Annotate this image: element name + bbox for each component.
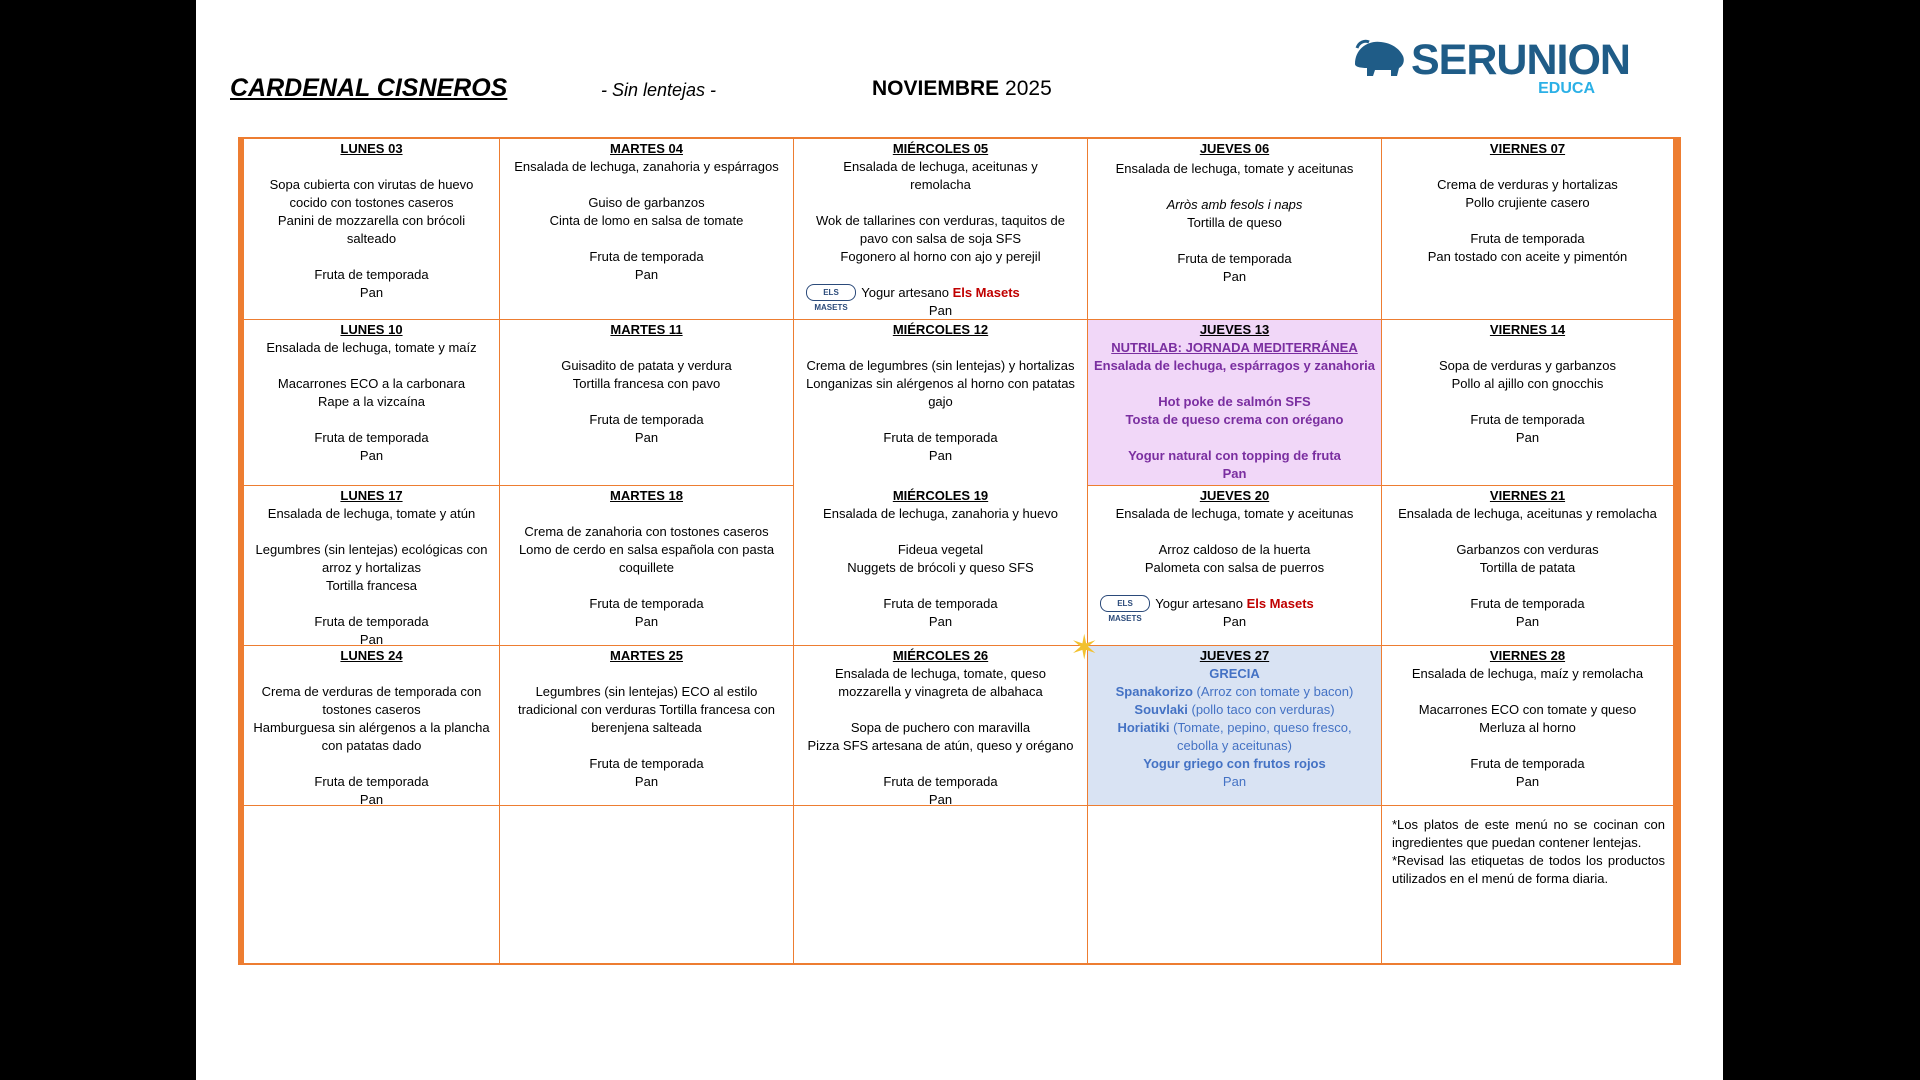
- day-label: JUEVES 06: [1199, 141, 1270, 156]
- menu-line: Spanakorizo (Arroz con tomate y bacon): [1115, 684, 1354, 699]
- menu-line: Pan: [928, 792, 953, 807]
- day-label: MIÉRCOLES 19: [892, 488, 989, 503]
- menu-line: tradicional con verduras Tortilla francesa con: [517, 702, 775, 717]
- menu-line: Pan: [1515, 774, 1540, 789]
- menu-line: Pan: [359, 448, 384, 463]
- serunion-logo: [1351, 34, 1630, 100]
- menu-line: Sopa de puchero con maravilla: [850, 720, 1031, 735]
- menu-line: remolacha: [910, 177, 971, 192]
- day-label: MARTES 11: [610, 322, 683, 337]
- day-cell-miercoles-19: [794, 486, 1088, 646]
- day-label: MARTES 18: [610, 488, 683, 503]
- menu-line: Fruta de temporada: [589, 249, 704, 264]
- menu-line: gajo: [928, 394, 953, 409]
- day-cell-jueves-06: [1088, 139, 1382, 320]
- menu-line: Tortilla de queso: [1187, 215, 1282, 230]
- menu-line: Ensalada de lechuga, tomate y maíz: [266, 340, 477, 355]
- menu-line: Ensalada de lechuga, zanahoria y huevo: [823, 506, 1058, 521]
- empty-cell: [794, 806, 1088, 963]
- menu-line: Pan: [1515, 430, 1540, 445]
- day-label: LUNES 17: [340, 488, 403, 503]
- menu-month: [872, 77, 1052, 101]
- school-title: CARDENAL CISNEROS: [230, 74, 508, 102]
- menu-line: Pizza SFS artesana de atún, queso y orégano: [807, 738, 1074, 753]
- menu-notes: [1382, 806, 1673, 963]
- menu-line: Tortilla francesa: [325, 578, 418, 593]
- menu-line: Fruta de temporada: [1470, 756, 1585, 771]
- menu-line: arroz y hortalizas: [322, 560, 421, 575]
- menu-line: Pan: [928, 303, 953, 318]
- menu-line: Fruta de temporada: [314, 774, 429, 789]
- menu-line: Pan: [1222, 466, 1247, 481]
- menu-line: Pan: [1222, 269, 1247, 284]
- menu-line: Pan tostado con aceite y pimentón: [1427, 249, 1628, 264]
- menu-line: Fruta de temporada: [314, 430, 429, 445]
- day-cell-martes-25: [500, 646, 794, 806]
- menu-line: Wok de tallarines con verduras, taquitos de: [815, 213, 1066, 228]
- menu-line: Pan: [634, 614, 659, 629]
- nutrilab-title: NUTRILAB: JORNADA MEDITERRÁNEA: [1111, 340, 1358, 355]
- menu-line: Tortilla de patata: [1479, 560, 1576, 575]
- day-cell-lunes-10: [244, 320, 500, 486]
- day-label: LUNES 10: [340, 322, 403, 337]
- menu-line: Fruta de temporada: [1470, 412, 1585, 427]
- day-label: VIERNES 07: [1489, 141, 1566, 156]
- menu-line: Lomo de cerdo en salsa española con pasta: [518, 542, 775, 557]
- day-label: JUEVES 13: [1199, 322, 1270, 337]
- menu-line: Yogur griego con frutos rojos: [1143, 756, 1326, 771]
- menu-line: Pollo al ajillo con gnocchis: [1451, 376, 1604, 391]
- menu-line: Macarrones ECO a la carbonara: [277, 376, 466, 391]
- menu-line: Hot poke de salmón SFS: [1158, 394, 1311, 409]
- menu-line: Horiatiki (Tomate, pepino, queso fresco,: [1117, 720, 1352, 735]
- menu-line: Arroz caldoso de la huerta: [1158, 542, 1311, 557]
- menu-line: Fruta de temporada: [883, 596, 998, 611]
- menu-line: Fideua vegetal: [897, 542, 984, 557]
- menu-line: tostones caseros: [322, 702, 421, 717]
- menu-line: Pan: [1222, 774, 1247, 789]
- logo-wordmark: SERUNION: [1411, 36, 1630, 84]
- menu-line: Fruta de temporada: [589, 756, 704, 771]
- menu-line: Ensalada de lechuga, tomate y aceitunas: [1115, 506, 1354, 521]
- menu-line: berenjena salteada: [591, 720, 702, 735]
- day-label: VIERNES 21: [1489, 488, 1566, 503]
- menu-line: Arròs amb fesols i naps: [1166, 197, 1303, 212]
- menu-line: Fruta de temporada: [1177, 251, 1292, 266]
- els-masets-logo: ELS MASETS: [806, 284, 856, 301]
- menu-calendar: [238, 137, 1681, 965]
- day-label: LUNES 24: [340, 648, 403, 663]
- day-label: VIERNES 28: [1489, 648, 1566, 663]
- menu-line: ELS MASETS Yogur artesano Els Masets: [798, 284, 1083, 302]
- menu-line: Panini de mozzarella con brócoli: [277, 213, 466, 228]
- menu-line: pavo con salsa de soja SFS: [859, 231, 1022, 246]
- menu-line: Merluza al horno: [1479, 720, 1576, 735]
- menu-line: Fruta de temporada: [1470, 596, 1585, 611]
- note-line: *Los platos de este menú no se cocinan con ingredientes que puedan contener lentejas.: [1392, 817, 1665, 850]
- menu-line: Fruta de temporada: [589, 596, 704, 611]
- menu-line: Crema de verduras y hortalizas: [1437, 177, 1618, 192]
- menu-line: mozzarella y vinagreta de albahaca: [838, 684, 1043, 699]
- menu-line: Garbanzos con verduras: [1456, 542, 1599, 557]
- menu-year: 2025: [1005, 77, 1052, 100]
- menu-line: Pan: [634, 430, 659, 445]
- day-cell-martes-11: [500, 320, 794, 486]
- day-cell-viernes-07: [1382, 139, 1673, 320]
- menu-line: Tortilla francesa con pavo: [572, 376, 721, 391]
- menu-line: con patatas dado: [321, 738, 422, 753]
- menu-line: Longanizas sin alérgenos al horno con patatas: [806, 376, 1075, 391]
- day-cell-viernes-28: [1382, 646, 1673, 806]
- day-cell-miercoles-05: [794, 139, 1088, 320]
- menu-line: Pan: [1222, 614, 1247, 629]
- day-label: JUEVES 27: [1199, 648, 1270, 663]
- menu-line: Pan: [359, 792, 384, 807]
- menu-line: Guiso de garbanzos: [588, 195, 705, 210]
- menu-subtitle: - Sin lentejas -: [601, 80, 717, 100]
- menu-line: Legumbres (sin lentejas) ECO al estilo: [535, 684, 758, 699]
- day-cell-viernes-14: [1382, 320, 1673, 486]
- menu-line: cebolla y aceitunas): [1177, 738, 1292, 753]
- day-label: LUNES 03: [340, 141, 403, 156]
- menu-line: Fruta de temporada: [314, 614, 429, 629]
- menu-line: Yogur natural con topping de fruta: [1128, 448, 1341, 463]
- day-cell-lunes-03: [244, 139, 500, 320]
- els-masets-logo: ELS MASETS: [1100, 595, 1150, 612]
- menu-line: Ensalada de lechuga, espárragos y zanahoria: [1093, 358, 1376, 373]
- menu-line: Macarrones ECO con tomate y queso: [1418, 702, 1637, 717]
- menu-line: Fruta de temporada: [1470, 231, 1585, 246]
- menu-line: Ensalada de lechuga, maíz y remolacha: [1411, 666, 1644, 681]
- day-label: MIÉRCOLES 12: [892, 322, 989, 337]
- menu-line: ELS MASETS Yogur artesano Els Masets: [1092, 595, 1377, 613]
- menu-line: Guisadito de patata y verdura: [561, 358, 732, 373]
- month-name: NOVIEMBRE: [872, 77, 1000, 100]
- menu-line: Fogonero al horno con ajo y perejil: [840, 249, 1041, 264]
- day-cell-viernes-21: [1382, 486, 1673, 646]
- menu-line: Fruta de temporada: [883, 430, 998, 445]
- menu-line: Palometa con salsa de puerros: [1144, 560, 1325, 575]
- day-cell-miercoles-12: [794, 320, 1088, 486]
- day-cell-miercoles-26: [794, 646, 1088, 806]
- day-cell-lunes-17: [244, 486, 500, 646]
- empty-cell: [500, 806, 794, 963]
- menu-line: Rape a la vizcaína: [318, 394, 425, 409]
- menu-line: Crema de verduras de temporada con: [261, 684, 482, 699]
- menu-line: Tosta de queso crema con orégano: [1125, 412, 1344, 427]
- menu-line: Nuggets de brócoli y queso SFS: [847, 560, 1034, 575]
- bison-icon: [1351, 34, 1407, 80]
- menu-line: Crema de legumbres (sin lentejas) y hortalizas: [806, 358, 1075, 373]
- menu-line: cocido con tostones caseros: [289, 195, 454, 210]
- empty-cell: [1088, 806, 1382, 963]
- day-label: MIÉRCOLES 05: [892, 141, 989, 156]
- day-cell-jueves-27: [1088, 646, 1382, 806]
- day-cell-jueves-13: [1088, 320, 1382, 486]
- menu-line: Pan: [359, 632, 384, 647]
- empty-cell: [244, 806, 500, 963]
- logo-sub: EDUCA: [1538, 80, 1595, 97]
- menu-line: Ensalada de lechuga, tomate, queso: [834, 666, 1047, 681]
- menu-line: Pollo crujiente casero: [1465, 195, 1590, 210]
- menu-line: Ensalada de lechuga, aceitunas y remolacha: [1398, 506, 1657, 521]
- day-cell-martes-18: [500, 486, 794, 646]
- menu-line: Pan: [1515, 614, 1540, 629]
- menu-line: coquillete: [619, 560, 674, 575]
- menu-line: Fruta de temporada: [883, 774, 998, 789]
- day-label: MARTES 04: [610, 141, 683, 156]
- day-label: VIERNES 14: [1489, 322, 1566, 337]
- menu-line: Souvlaki (pollo taco con verduras): [1134, 702, 1335, 717]
- menu-line: salteado: [346, 231, 397, 246]
- theme-title: GRECIA: [1209, 666, 1260, 681]
- note-line: *Revisad las etiquetas de todos los productos utilizados en el menú de forma diaria.: [1392, 853, 1665, 886]
- menu-page: [196, 0, 1723, 1080]
- menu-line: Pan: [359, 285, 384, 300]
- menu-line: Sopa de verduras y garbanzos: [1438, 358, 1617, 373]
- menu-line: Fruta de temporada: [589, 412, 704, 427]
- menu-line: Ensalada de lechuga, tomate y aceitunas: [1115, 161, 1354, 176]
- menu-line: Legumbres (sin lentejas) ecológicas con: [255, 542, 488, 557]
- menu-line: Hamburguesa sin alérgenos a la plancha: [253, 720, 490, 735]
- day-label: MARTES 25: [610, 648, 683, 663]
- menu-line: Pan: [634, 267, 659, 282]
- day-label: JUEVES 20: [1199, 488, 1270, 503]
- menu-line: Pan: [928, 448, 953, 463]
- menu-line: Ensalada de lechuga, tomate y atún: [267, 506, 476, 521]
- menu-line: Cinta de lomo en salsa de tomate: [549, 213, 744, 228]
- day-cell-lunes-24: [244, 646, 500, 806]
- day-cell-jueves-20: [1088, 486, 1382, 646]
- menu-line: Crema de zanahoria con tostones caseros: [524, 524, 769, 539]
- menu-line: Ensalada de lechuga, zanahoria y espárragos: [514, 159, 779, 174]
- menu-line: Sopa cubierta con virutas de huevo: [269, 177, 474, 192]
- menu-line: Pan: [634, 774, 659, 789]
- menu-line: Pan: [928, 614, 953, 629]
- day-cell-martes-04: [500, 139, 794, 320]
- menu-line: Ensalada de lechuga, aceitunas y: [843, 159, 1038, 174]
- menu-line: Fruta de temporada: [314, 267, 429, 282]
- star-decoration-icon: ✶: [1070, 629, 1099, 667]
- day-label: MIÉRCOLES 26: [892, 648, 989, 663]
